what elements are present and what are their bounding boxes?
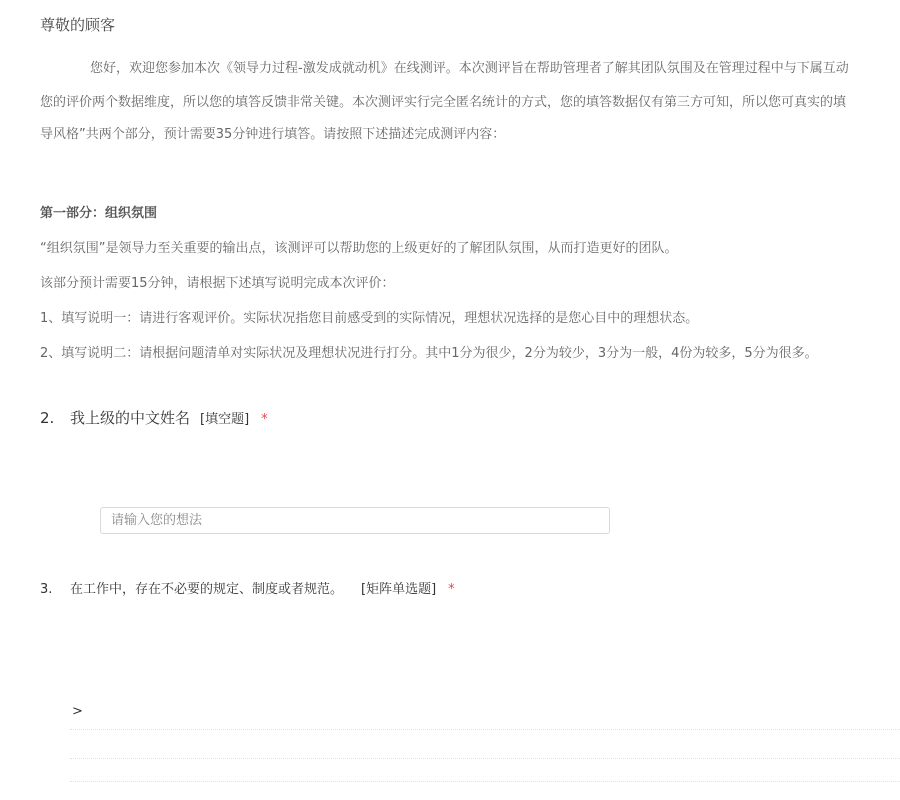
instruction-item: 2、填写说明二：请根据问题清单对实际状况及理想状况进行打分。其中1分为很少，2分为较少，3分为一般，4份为较多，5分为很多。 <box>40 346 818 361</box>
matrix-row-marker: > <box>72 704 83 719</box>
section-description: 该部分预计需要15分钟，请根据下述填写说明完成本次评价： <box>40 276 395 291</box>
instruction-item: 1、填写说明一：请进行客观评价。实际状况指您目前感受到的实际情况，理想状况选择的是您心目中的理想状态。 <box>40 311 699 326</box>
answer-text-input[interactable] <box>100 507 610 534</box>
question-text: 在工作中，存在不必要的规定、制度或者规范。 <box>70 582 344 597</box>
matrix-divider <box>70 729 900 730</box>
question-2-title <box>40 407 268 428</box>
intro-paragraph-line: 您好，欢迎您参加本次《领导力过程-激发成就动机》在线测评。本次测评旨在帮助管理者了解其团队氛围及在管理过程中与下属互动 <box>90 61 849 76</box>
question-number: 3. <box>40 582 53 597</box>
matrix-divider <box>70 758 900 759</box>
question-number: 2. <box>40 409 55 427</box>
question-type-tag: [填空题] <box>200 412 250 427</box>
required-marker: * <box>261 412 268 427</box>
question-3-title <box>40 578 455 597</box>
section-title: 第一部分：组织氛围 <box>40 206 158 221</box>
question-type-tag: [矩阵单选题] <box>361 582 437 597</box>
intro-paragraph-line: 您的评价两个数据维度，所以您的填答反馈非常关键。本次测评实行完全匿名统计的方式，您的填答数据仅有第三方可知，所以您可真实的填 <box>40 95 847 110</box>
required-marker: * <box>448 582 455 597</box>
section-description: “组织氛围”是领导力至关重要的输出点，该测评可以帮助您的上级更好的了解团队氛围，从而打造更好的团队。 <box>40 241 678 256</box>
question-text: 我上级的中文姓名 <box>70 409 191 427</box>
matrix-divider <box>70 781 900 782</box>
intro-paragraph-line: 导风格”共两个部分，预计需要35分钟进行填答。请按照下述描述完成测评内容： <box>40 127 506 142</box>
greeting-heading: 尊敬的顾客 <box>40 16 116 34</box>
